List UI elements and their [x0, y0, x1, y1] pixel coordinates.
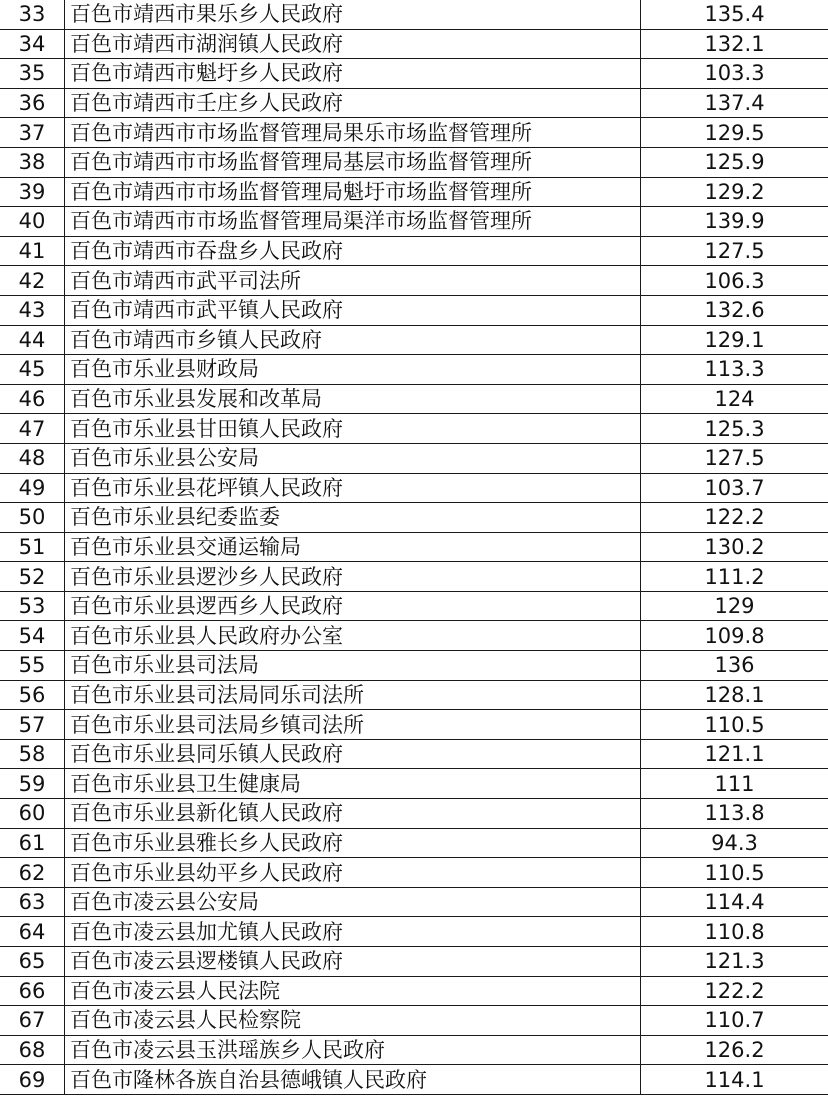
row-number-cell: 56	[0, 680, 65, 710]
unit-name-cell: 百色市乐业县甘田镇人民政府	[65, 414, 641, 444]
score-cell: 127.5	[641, 443, 828, 473]
unit-name-cell: 百色市靖西市市场监督管理局渠洋市场监督管理所	[65, 207, 641, 237]
score-cell: 110.5	[641, 710, 828, 740]
row-number-cell: 69	[0, 1065, 65, 1095]
unit-name-cell: 百色市靖西市湖润镇人民政府	[65, 29, 641, 59]
row-number-cell: 53	[0, 591, 65, 621]
table-row	[0, 384, 828, 414]
unit-name-cell: 百色市靖西市市场监督管理局魁圩市场监督管理所	[65, 177, 641, 207]
unit-name-cell: 百色市靖西市果乐乡人民政府	[65, 0, 641, 29]
table-row	[0, 769, 828, 799]
unit-name-cell: 百色市乐业县卫生健康局	[65, 769, 641, 799]
unit-name-cell: 百色市乐业县司法局同乐司法所	[65, 680, 641, 710]
score-cell: 122.2	[641, 976, 828, 1006]
score-cell: 121.3	[641, 947, 828, 977]
row-number-cell: 62	[0, 858, 65, 888]
score-cell: 106.3	[641, 266, 828, 296]
row-number-cell: 43	[0, 295, 65, 325]
table-row	[0, 118, 828, 148]
table-row	[0, 621, 828, 651]
score-cell: 110.7	[641, 1006, 828, 1036]
unit-name-cell: 百色市乐业县幼平乡人民政府	[65, 858, 641, 888]
table-row	[0, 1006, 828, 1036]
row-number-cell: 42	[0, 266, 65, 296]
score-cell: 110.5	[641, 858, 828, 888]
row-number-cell: 33	[0, 0, 65, 29]
score-cell: 129.2	[641, 177, 828, 207]
unit-name-cell: 百色市靖西市壬庄乡人民政府	[65, 88, 641, 118]
table-row	[0, 88, 828, 118]
table-row	[0, 1035, 828, 1065]
score-cell: 103.3	[641, 59, 828, 89]
score-cell: 125.9	[641, 147, 828, 177]
row-number-cell: 50	[0, 503, 65, 533]
unit-name-cell: 百色市凌云县公安局	[65, 887, 641, 917]
score-cell: 132.6	[641, 295, 828, 325]
unit-name-cell: 百色市凌云县玉洪瑶族乡人民政府	[65, 1035, 641, 1065]
unit-name-cell: 百色市乐业县新化镇人民政府	[65, 799, 641, 829]
row-number-cell: 59	[0, 769, 65, 799]
score-cell: 109.8	[641, 621, 828, 651]
unit-name-cell: 百色市凌云县人民法院	[65, 976, 641, 1006]
score-cell: 114.4	[641, 887, 828, 917]
table-row	[0, 799, 828, 829]
unit-name-cell: 百色市凌云县人民检察院	[65, 1006, 641, 1036]
unit-name-cell: 百色市凌云县逻楼镇人民政府	[65, 947, 641, 977]
table-row	[0, 947, 828, 977]
row-number-cell: 45	[0, 355, 65, 385]
unit-name-cell: 百色市靖西市市场监督管理局基层市场监督管理所	[65, 147, 641, 177]
table-row	[0, 532, 828, 562]
unit-name-cell: 百色市靖西市武平镇人民政府	[65, 295, 641, 325]
score-cell: 132.1	[641, 29, 828, 59]
row-number-cell: 68	[0, 1035, 65, 1065]
row-number-cell: 41	[0, 236, 65, 266]
row-number-cell: 34	[0, 29, 65, 59]
score-cell: 121.1	[641, 739, 828, 769]
table-row	[0, 976, 828, 1006]
unit-name-cell: 百色市乐业县司法局乡镇司法所	[65, 710, 641, 740]
table-row	[0, 828, 828, 858]
table-row	[0, 355, 828, 385]
score-cell: 137.4	[641, 88, 828, 118]
table-row	[0, 414, 828, 444]
row-number-cell: 52	[0, 562, 65, 592]
score-cell: 113.3	[641, 355, 828, 385]
score-cell: 128.1	[641, 680, 828, 710]
score-cell: 103.7	[641, 473, 828, 503]
row-number-cell: 67	[0, 1006, 65, 1036]
unit-name-cell: 百色市乐业县发展和改革局	[65, 384, 641, 414]
table-row	[0, 147, 828, 177]
score-cell: 129.5	[641, 118, 828, 148]
table-row	[0, 917, 828, 947]
score-cell: 127.5	[641, 236, 828, 266]
score-cell: 126.2	[641, 1035, 828, 1065]
table-row	[0, 858, 828, 888]
table-row	[0, 207, 828, 237]
score-cell: 124	[641, 384, 828, 414]
row-number-cell: 46	[0, 384, 65, 414]
row-number-cell: 65	[0, 947, 65, 977]
row-number-cell: 47	[0, 414, 65, 444]
unit-name-cell: 百色市靖西市武平司法所	[65, 266, 641, 296]
row-number-cell: 60	[0, 799, 65, 829]
score-cell: 110.8	[641, 917, 828, 947]
row-number-cell: 40	[0, 207, 65, 237]
table-row	[0, 680, 828, 710]
row-number-cell: 38	[0, 147, 65, 177]
table-row	[0, 473, 828, 503]
unit-name-cell: 百色市靖西市乡镇人民政府	[65, 325, 641, 355]
score-cell: 125.3	[641, 414, 828, 444]
page-bottom-edge	[0, 1095, 828, 1101]
table-row	[0, 710, 828, 740]
score-cell: 114.1	[641, 1065, 828, 1095]
row-number-cell: 48	[0, 443, 65, 473]
row-number-cell: 51	[0, 532, 65, 562]
table-row	[0, 562, 828, 592]
score-cell: 129.1	[641, 325, 828, 355]
row-number-cell: 35	[0, 59, 65, 89]
unit-name-cell: 百色市乐业县交通运输局	[65, 532, 641, 562]
table-row	[0, 236, 828, 266]
unit-name-cell: 百色市乐业县花坪镇人民政府	[65, 473, 641, 503]
unit-name-cell: 百色市隆林各族自治县德峨镇人民政府	[65, 1065, 641, 1095]
unit-name-cell: 百色市乐业县逻沙乡人民政府	[65, 562, 641, 592]
row-number-cell: 39	[0, 177, 65, 207]
table-row	[0, 325, 828, 355]
table-row	[0, 739, 828, 769]
unit-name-cell: 百色市乐业县同乐镇人民政府	[65, 739, 641, 769]
table-row	[0, 266, 828, 296]
row-number-cell: 63	[0, 887, 65, 917]
row-number-cell: 36	[0, 88, 65, 118]
table-row	[0, 295, 828, 325]
table-row	[0, 887, 828, 917]
row-number-cell: 37	[0, 118, 65, 148]
score-cell: 129	[641, 591, 828, 621]
score-cell: 135.4	[641, 0, 828, 29]
row-number-cell: 57	[0, 710, 65, 740]
table-row	[0, 177, 828, 207]
unit-name-cell: 百色市乐业县纪委监委	[65, 503, 641, 533]
unit-name-cell: 百色市靖西市市场监督管理局果乐市场监督管理所	[65, 118, 641, 148]
unit-name-cell: 百色市靖西市魁圩乡人民政府	[65, 59, 641, 89]
unit-name-cell: 百色市凌云县加尤镇人民政府	[65, 917, 641, 947]
row-number-cell: 58	[0, 739, 65, 769]
row-number-cell: 66	[0, 976, 65, 1006]
score-cell: 136	[641, 651, 828, 681]
unit-name-cell: 百色市乐业县逻西乡人民政府	[65, 591, 641, 621]
score-cell: 113.8	[641, 799, 828, 829]
unit-name-cell: 百色市乐业县司法局	[65, 651, 641, 681]
unit-name-cell: 百色市乐业县人民政府办公室	[65, 621, 641, 651]
row-number-cell: 44	[0, 325, 65, 355]
table-row	[0, 651, 828, 681]
table-row	[0, 59, 828, 89]
row-number-cell: 54	[0, 621, 65, 651]
row-number-cell: 64	[0, 917, 65, 947]
row-number-cell: 55	[0, 651, 65, 681]
score-cell: 139.9	[641, 207, 828, 237]
table-row	[0, 591, 828, 621]
score-cell: 122.2	[641, 503, 828, 533]
score-cell: 111	[641, 769, 828, 799]
table-row	[0, 443, 828, 473]
score-cell: 130.2	[641, 532, 828, 562]
unit-name-cell: 百色市乐业县财政局	[65, 355, 641, 385]
unit-name-cell: 百色市乐业县公安局	[65, 443, 641, 473]
unit-name-cell: 百色市乐业县雅长乡人民政府	[65, 828, 641, 858]
table-row	[0, 1065, 828, 1095]
table-row	[0, 503, 828, 533]
score-cell: 94.3	[641, 828, 828, 858]
score-cell: 111.2	[641, 562, 828, 592]
row-number-cell: 49	[0, 473, 65, 503]
table-row	[0, 0, 828, 29]
unit-name-cell: 百色市靖西市吞盘乡人民政府	[65, 236, 641, 266]
table-row	[0, 29, 828, 59]
row-number-cell: 61	[0, 828, 65, 858]
